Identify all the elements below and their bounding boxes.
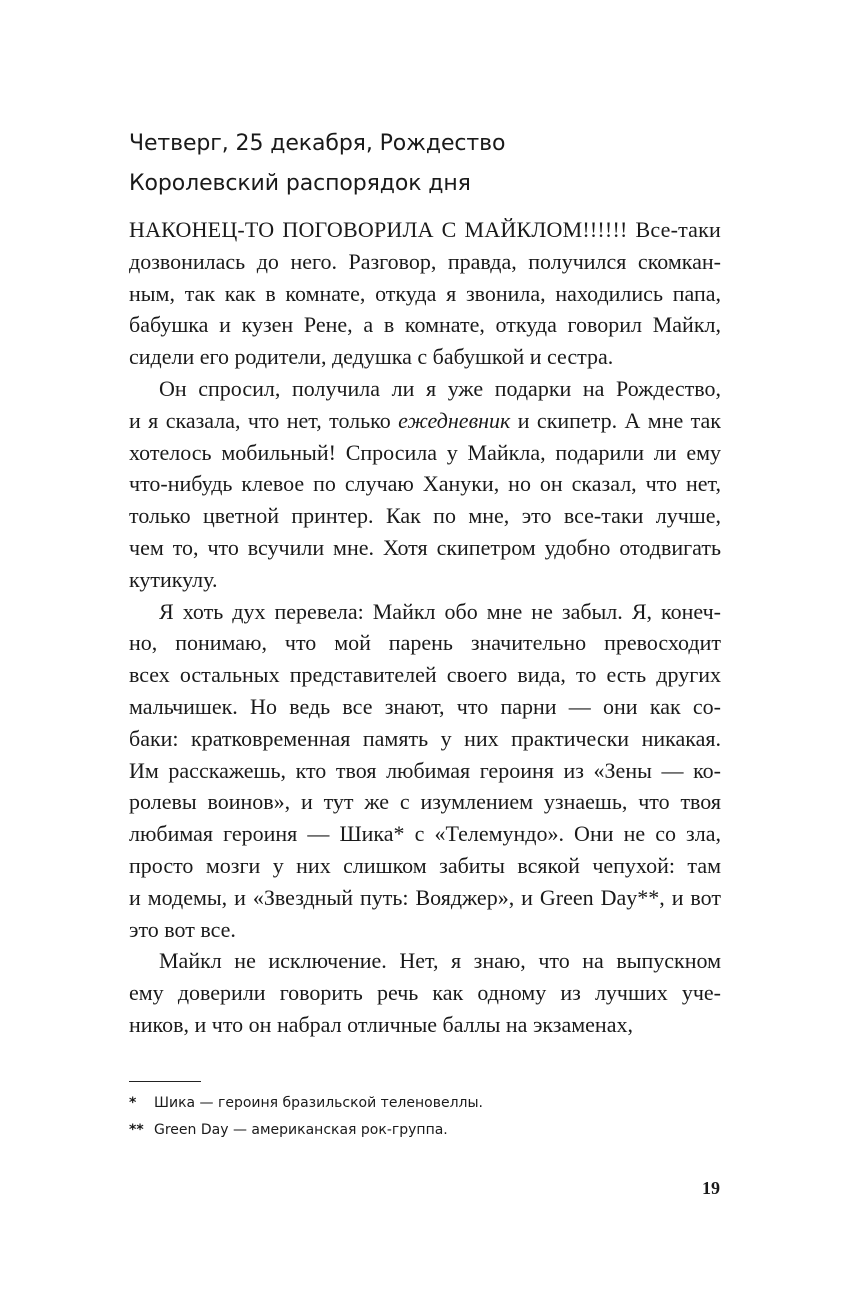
text-line	[129, 468, 721, 500]
line-text: что-нибудь клевое по случаю Хануки, но он сказал, что нет,	[129, 471, 721, 497]
line-text: Майкл не исключение. Нет, я знаю, что на выпускном	[159, 948, 721, 974]
text-line	[129, 818, 721, 850]
line-text: ролевы воинов», и тут же с изумлением узнаешь, что твоя	[129, 789, 721, 815]
footnote-text: Шика — героиня бразильской теленовеллы.	[154, 1095, 483, 1111]
paragraph	[129, 596, 721, 946]
footnote-marker: **	[129, 1122, 144, 1138]
text-line	[129, 564, 721, 596]
entry-date: Четверг, 25 декабря, Рождество	[129, 131, 506, 156]
text-line	[129, 755, 721, 787]
line-text: только цветной принтер. Как по мне, это все-таки лучше,	[129, 503, 721, 529]
line-text: ным, так как в комнате, откуда я звонила, находились папа,	[129, 280, 721, 306]
text-line	[129, 596, 721, 628]
footnote-1	[129, 1090, 721, 1117]
line-text: но, понимаю, что мой парень значительно превосходит	[129, 630, 721, 656]
text-line	[129, 500, 721, 532]
line-text: дозвонилась до него. Разговор, правда, получился скомкан-	[129, 248, 721, 274]
text-line	[129, 945, 721, 977]
text-line	[129, 309, 721, 341]
line-text: Я хоть дух перевела: Майкл обо мне не забыл. Я, конеч-	[159, 598, 721, 624]
line-text: ему доверили говорить речь как одному из лучших уче-	[129, 980, 721, 1006]
line-text: и я сказала, что нет, только	[129, 407, 399, 433]
line-text: просто мозги у них слишком забиты всякой чепухой: там	[129, 852, 721, 878]
text-line	[129, 977, 721, 1009]
line-text: Им расскажешь, кто твоя любимая героиня из «Зены — ко-	[129, 757, 721, 783]
text-line	[129, 532, 721, 564]
line-text: ников, и что он набрал отличные баллы на экзаменах,	[129, 1011, 633, 1037]
text-line	[129, 214, 721, 246]
entry-title: Королевский распорядок дня	[129, 171, 471, 196]
footnotes	[129, 1090, 721, 1144]
text-line	[129, 786, 721, 818]
text-line	[129, 659, 721, 691]
line-text: и скипетр. А мне так	[510, 407, 721, 433]
line-text: любимая героиня — Шика* с «Телемундо». Они не со зла,	[129, 821, 721, 847]
body-text	[129, 214, 721, 1041]
line-text: всех остальных представителей своего вида, то есть других	[129, 662, 721, 688]
text-line	[129, 373, 721, 405]
text-line	[129, 405, 721, 437]
footnote-text: Green Day — американская рок-группа.	[154, 1122, 448, 1138]
page-number: 19	[702, 1178, 720, 1198]
footnote-marker: *	[129, 1095, 137, 1111]
paragraph	[129, 373, 721, 596]
line-text: это вот все.	[129, 916, 236, 942]
chapter-header	[129, 124, 749, 204]
footnote-2	[129, 1117, 721, 1144]
line-text: кутикулу.	[129, 566, 218, 592]
text-line	[129, 882, 721, 914]
paragraph	[129, 945, 721, 1040]
footnote-divider	[129, 1081, 201, 1082]
text-line	[129, 246, 721, 278]
text-line	[129, 691, 721, 723]
line-text: и модемы, и «Звездный путь: Вояджер», и Green Day**, и вот	[129, 884, 721, 910]
text-line	[129, 914, 721, 946]
line-text: баки: кратковременная память у них практически никакая.	[129, 725, 721, 751]
line-text: чем то, что всучили мне. Хотя скипетром удобно отодвигать	[129, 534, 721, 560]
text-line	[129, 278, 721, 310]
paragraph	[129, 214, 721, 373]
text-line	[129, 723, 721, 755]
text-line	[129, 341, 721, 373]
line-text: Он спросил, получила ли я уже подарки на Рождество,	[159, 375, 721, 401]
text-line	[129, 850, 721, 882]
line-text: хотелось мобильный! Спросила у Майкла, подарили ли ему	[129, 439, 721, 465]
text-line	[129, 437, 721, 469]
line-text: НАКОНЕЦ-ТО ПОГОВОРИЛА С МАЙКЛОМ!!!!!! Все-таки	[129, 217, 721, 242]
text-line	[129, 1009, 721, 1041]
text-line	[129, 627, 721, 659]
line-text: мальчишек. Но ведь все знают, что парни — они как со-	[129, 693, 721, 719]
emphasis-text: ежедневник	[398, 407, 511, 433]
line-text: сидели его родители, дедушка с бабушкой и сестра.	[129, 344, 614, 370]
line-text: бабушка и кузен Рене, а в комнате, откуда говорил Майкл,	[129, 312, 721, 338]
